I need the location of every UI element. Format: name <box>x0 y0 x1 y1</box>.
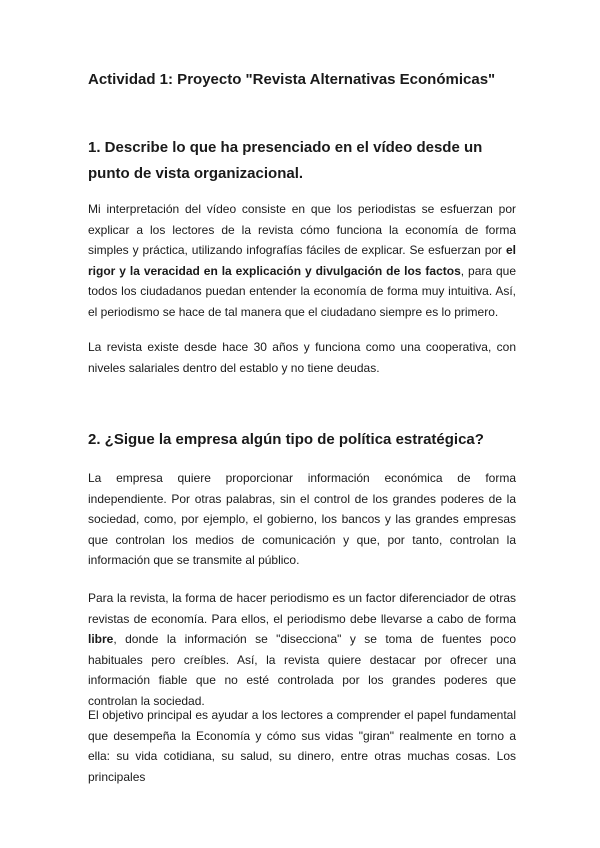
paragraph-text: , donde la información se "disecciona" y se toma de fuentes poco habituales pero creíbles. Así, la revista quiere destacar por ofrecer una información fiable que no esté controlada por los grandes poderes que controlan la sociedad. <box>88 632 516 708</box>
section-1-paragraph-2: La revista existe desde hace 30 años y funciona como una cooperativa, con niveles salariales dentro del establo y no tiene deudas. <box>88 340 516 375</box>
paragraph-text: , para que todos los ciudadanos puedan entender la economía de forma muy intuitiva. Así, el periodismo se hace de tal manera que el ciudadano siempre es lo primero. <box>88 263 516 319</box>
bold-word: libre <box>88 632 114 646</box>
section-2-paragraph-2 <box>88 588 516 711</box>
section-1-heading: 1. Describe lo que ha presenciado en el vídeo desde un punto de vista organizacional. <box>88 139 483 182</box>
section-2-paragraph-3: El objetivo principal es ayudar a los lectores a comprender el papel fundamental que desempeña la Economía y cómo sus vidas "giran" realmente en torno a ella: su vida cotidiana, su salud, su dinero, entre otras muchas cosas. Los principales <box>88 708 516 784</box>
paragraph-text: Mi interpretación del vídeo consiste en que los periodistas se esfuerzan por explicar a los lectores de la revista cómo funciona la economía de forma simples y práctica, utilizando infografías fáciles de explicar. Se esfuerzan por <box>88 202 516 257</box>
document-title: Actividad 1: Proyecto "Revista Alternativas Económicas" <box>88 71 496 88</box>
section-1-paragraph-1 <box>88 199 516 322</box>
section-2-heading: 2. ¿Sigue la empresa algún tipo de política estratégica? <box>88 431 484 448</box>
bold-phrase: el rigor y la veracidad en la explicación y divulgación de los factos <box>88 243 516 278</box>
section-2-paragraph-1: La empresa quiere proporcionar información económica de forma independiente. Por otras palabras, sin el control de los grandes poderes de la sociedad, como, por ejemplo, el gobierno, los bancos y las grandes empresas que controlan los medios de comunicación y que, por tanto, controlan la información que se transmite al público. <box>88 471 516 567</box>
paragraph-text: Para la revista, la forma de hacer periodismo es un factor diferenciador de otras revistas de economía. Para ellos, el periodismo debe llevarse a cabo de forma <box>88 591 516 626</box>
